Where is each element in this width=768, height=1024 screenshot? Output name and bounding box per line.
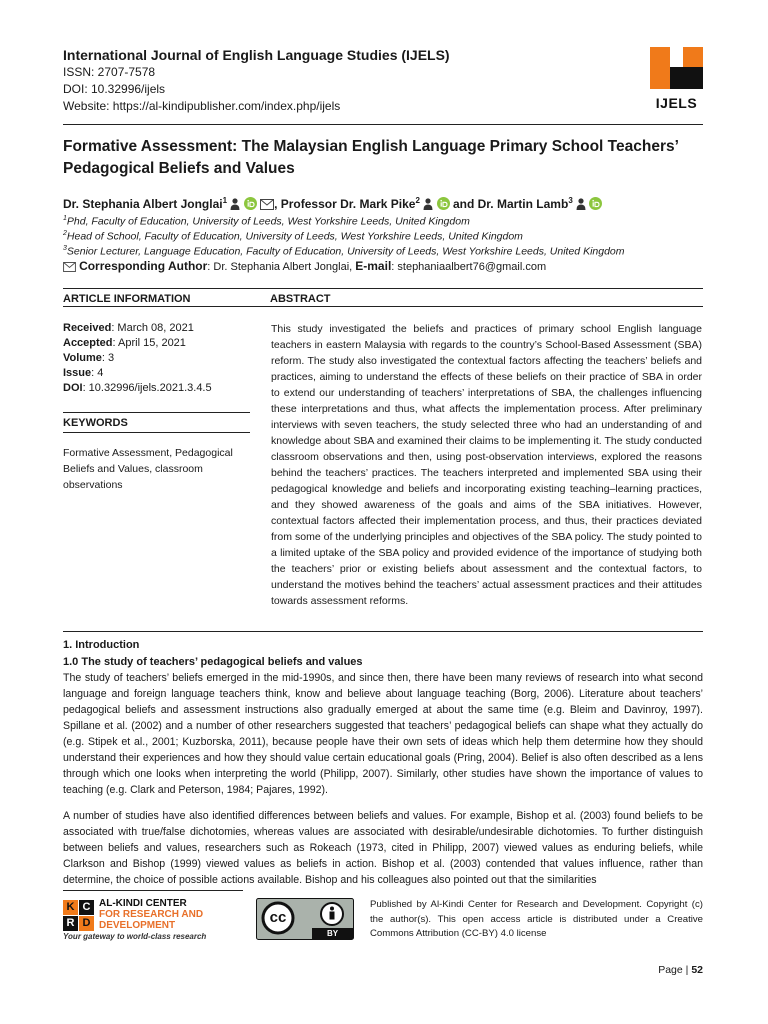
cc-label: cc	[269, 909, 287, 926]
kcrd-line-1: AL-KINDI CENTER	[99, 898, 187, 909]
journal-issn: ISSN: 2707-7578	[63, 65, 156, 79]
page-number: Page | 52	[658, 964, 703, 976]
info-top-divider	[63, 288, 703, 289]
doi-row: DOI: 10.32996/ijels.2021.3.4.5	[63, 382, 212, 394]
keywords-list: Formative Assessment, Pedagogical Beliefs and Values, classroom observations	[63, 447, 233, 491]
article-title: Formative Assessment: The Malaysian English Language Primary School Teachers’ Pedagogical Beliefs and Values	[63, 138, 679, 177]
journal-doi: DOI: 10.32996/ijels	[63, 82, 166, 96]
footer-divider	[63, 890, 243, 891]
header-divider	[63, 124, 703, 125]
paragraph-2: A number of studies have also identified differences between beliefs and values. For example, Bishop et al. (2003) found beliefs to be associated with true/false dichotomies, whereas values are associated with desirable/undesirable dichotomies. To further distinguish between beliefs and values, researchers such as Rokeach (1973, cited in Philipp, 2007) viewed values as enduring beliefs, while Clarkson and Bishop (1999) viewed values as beliefs in action. Bishop et al. (2003) contended that values influence, rather than determine, the choice of possible actions available. Bishop and his colleagues also pointed out that the similarities	[63, 810, 703, 886]
info-heading-divider	[63, 306, 703, 307]
volume-row: Volume: 3	[63, 352, 115, 364]
journal-website: Website: https://al-kindipublisher.com/index.php/ijels	[63, 99, 341, 113]
corresponding-name: : Dr. Stephania Albert Jonglai,	[207, 261, 356, 273]
author-2: , Professor Dr. Mark Pike	[274, 197, 416, 211]
issue-row: Issue: 4	[63, 367, 104, 379]
article-info	[63, 321, 263, 396]
affiliation-3: $^3$Senior Lecturer, Language Education, Faculty of Education, University of Leeds, West Yorkshire Leeds, United Kingdom	[63, 245, 625, 258]
kcrd-line-2: FOR RESEARCH AND	[99, 909, 204, 920]
kcrd-line-3: DEVELOPMENT	[99, 920, 176, 931]
journal-header	[63, 47, 623, 115]
section-heading: 1. Introduction	[63, 639, 140, 651]
corresponding-email[interactable]: : stephaniaalbert76@gmail.com	[391, 261, 547, 273]
corresponding-author	[63, 258, 546, 277]
received-row: Received: March 08, 2021	[63, 322, 194, 334]
kcrd-tagline: Your gateway to world-class research	[63, 932, 207, 941]
author-3-sup: 3	[568, 196, 573, 205]
paragraph-1: The study of teachers’ beliefs emerged in the mid-1990s, and since then, there have been many reviews of research into what second language and foreign language teachers think, know and believe about language teaching (Borg, 2006). Literature about teachers’ pedagogical beliefs and assessment instructions also gradually emerged at about the same time (e.g. Bleim and Davinroy, 1997). Spillane et al. (2002) and a number of other researchers suggested that teachers’ pedagogical beliefs can shape what they actually do (e.g. Stipek et al., 2001; Kuzborska, 2011), because people have their own sets of ideas which help them determine how they should understand their experiences and how they should value certain educational goals (Pring, 2004). Belief is also often described as a lens through which one looks when interpreting the world (Philipp, 2007). Similarly, other studies have shown the importance of values to teaching (e.g. Clark and Peterson, 1984; Pajares, 1992).	[63, 672, 703, 796]
affiliation-2: $^2$Head of School, Faculty of Education, University of Leeds, West Yorkshire Leeds, United Kingdom	[63, 230, 523, 243]
keywords-heading: KEYWORDS	[63, 417, 128, 429]
corresponding-label: Corresponding Author	[79, 259, 208, 273]
author-1: Dr. Stephania Albert Jonglai	[63, 197, 223, 211]
affiliation-1: $^1$Phd, Faculty of Education, University of Leeds, West Yorkshire Leeds, United Kingdom	[63, 215, 470, 228]
abstract-text: This study investigated the beliefs and practices of primary school English language teachers in eastern Malaysia with regards to the country’s School-Based Assessment (SBA) reform. The study also investigated the contextual factors affecting the teachers’ beliefs and practices, aiming to understand the effects of these beliefs on their practice of SBA in order to extend our understanding of teachers’ interpretations of SBA, the challenges influencing these interpretations and thus, what affects the implementation process. After preliminary interviews with seven teachers, the study selected three who had an understanding of and knowledge about SBA and examined their claims to be implementing it. The study conducted classroom observations and then, using post-observation interviews, explored the reasons behind the teachers’ practices. The teachers interpreted and implemented SBA using their pedagogical knowledge and beliefs and incorporating existing teaching–learning practices, and they showed awareness of the goals and aims of the SBA initiatives. However, contextual factors affected their implementation process, and thus, their practices deviated from some of the underlying principles and objectives of the SBA policy. The study pointed to a limited uptake of the SBA policy and provided evidence of the importance of studying both the teachers’ prior or existing beliefs about assessment and the contextual factors, to understand the motives behind the teachers’ actual assessment practices and their attitudes towards assessment reforms.	[271, 323, 702, 607]
author-1-sup: 1	[222, 196, 228, 205]
cc-by-label: BY	[326, 929, 339, 938]
email-label: E-mail	[355, 259, 392, 273]
author-3: and Dr. Martin Lamb	[449, 197, 569, 211]
keywords-top-divider	[63, 412, 250, 413]
subsection-heading: 1.0 The study of teachers’ pedagogical beliefs and values	[63, 656, 363, 668]
author-2-sup: 2	[415, 196, 420, 205]
email-icon	[63, 261, 76, 277]
logo-text: IJELS	[655, 95, 698, 111]
keywords-bottom-divider	[63, 432, 250, 433]
license-text: Published by Al-Kindi Center for Research and Development. Copyright (c) the author(s). This open access article is distributed under a Creative Commons Attribution (CC-BY) 4.0 license	[370, 899, 703, 939]
al-kindi-logo: K C R D AL-KINDI CENTER FOR RESEARCH AND DEVELOPMENT Your gateway to world-class research	[63, 898, 207, 941]
cc-by-badge[interactable]	[256, 898, 354, 940]
accepted-row: Accepted: April 15, 2021	[63, 337, 186, 349]
journal-name: International Journal of English Language Studies (IJELS)	[63, 47, 450, 63]
ijels-logo	[650, 47, 703, 113]
abstract-bottom-divider	[63, 631, 703, 632]
abstract-heading: ABSTRACT	[270, 293, 331, 305]
article-info-heading: ARTICLE INFORMATION	[63, 293, 191, 305]
